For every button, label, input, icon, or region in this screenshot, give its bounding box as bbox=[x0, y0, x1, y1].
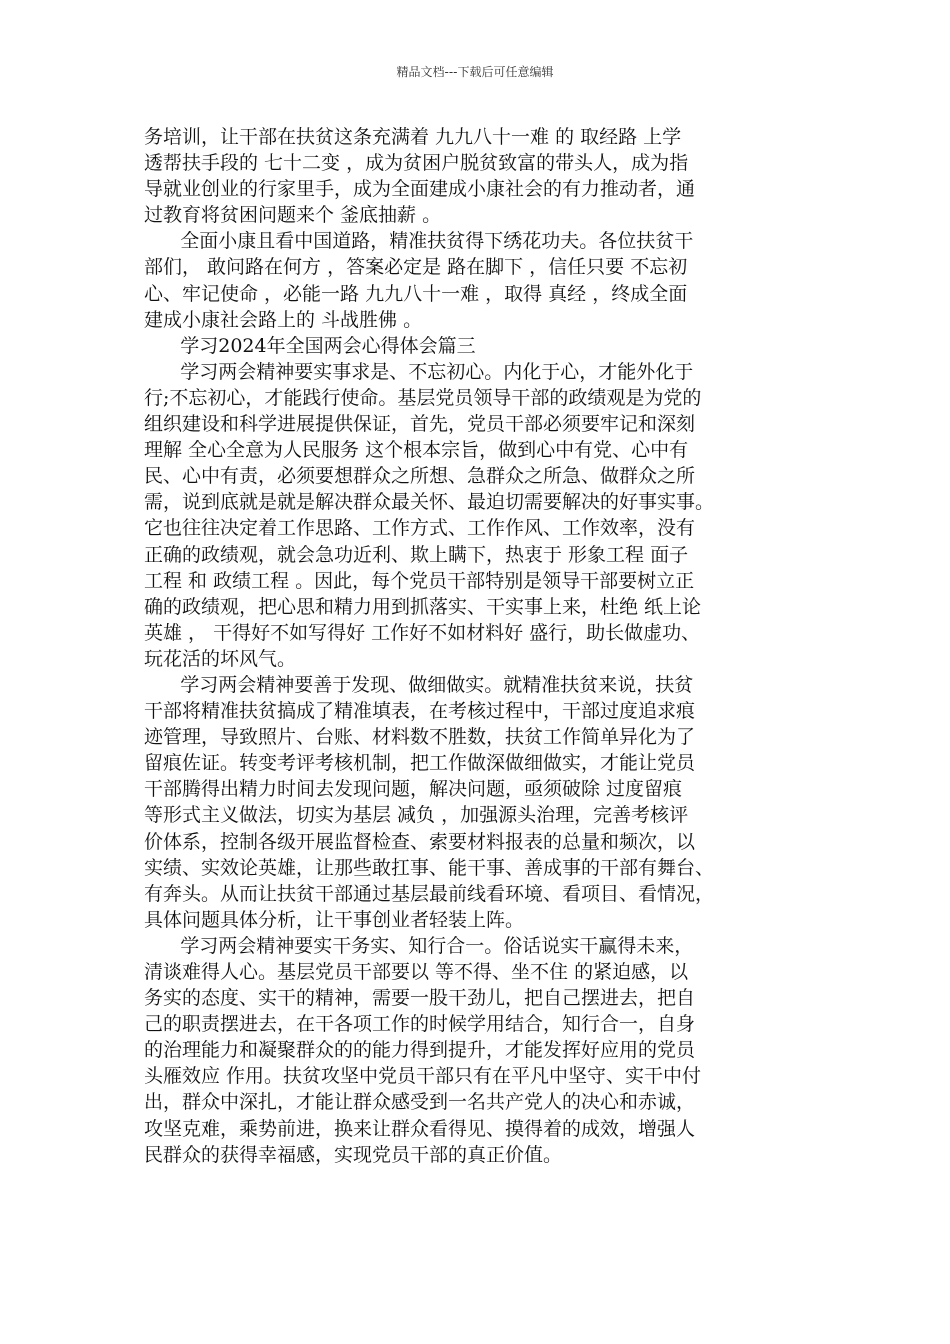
text-line: 清谈难得人心。基层党员干部要以 等不得、坐不住 的紧迫感，以 bbox=[144, 961, 689, 983]
text-line: 玩花活的坏风气。 bbox=[144, 647, 297, 670]
text-line: 心、牢记使命 ，必能一路 九九八十一难 ，取得 真经 ，终成全面 bbox=[144, 282, 688, 305]
text-line: 透帮扶手段的 七十二变 ，成为贫困户脱贫致富的带头人，成为指 bbox=[144, 152, 689, 175]
text-line: 建成小康社会路上的 斗战胜佛 。 bbox=[144, 308, 423, 331]
text-line: 价体系，控制各级开展监督检查、索要材料报表的总量和频次，以 bbox=[144, 830, 696, 853]
text-line: 英雄 ， 干得好不如写得好 工作好不如材料好 盛行，助长做虚功、 bbox=[144, 621, 701, 644]
text-line: 干部将精准扶贫搞成了精准填表，在考核过程中，干部过度追求痕 bbox=[144, 700, 696, 723]
text-line: 民、心中有责，必须要想群众之所想、急群众之所急、做群众之所 bbox=[144, 465, 696, 488]
text-line: 学习两会精神要实干务实、知行合一。俗话说实干赢得未来， bbox=[144, 934, 694, 957]
text-line: 有奔头。从而让扶贫干部通过基层最前线看环境、看项目、看情况， bbox=[144, 882, 715, 905]
text-line: 部们， 敢问路在何方 ，答案必定是 路在脚下 ，信任只要 不忘初 bbox=[144, 256, 688, 279]
text-line: 需，说到底就是就是解决群众最关怀、最迫切需要解决的好事实事。 bbox=[144, 491, 715, 514]
text-line: 组织建设和科学进展提供保证，首先，党员干部必须要牢记和深刻 bbox=[144, 413, 696, 436]
text-line: 正确的政绩观，就会急功近利、欺上瞒下，热衷于 形象工程 面子 bbox=[144, 543, 689, 566]
text-line: 的治理能力和凝聚群众的的能力得到提升，才能发挥好应用的党员 bbox=[144, 1039, 696, 1062]
text-line: 干部腾得出精力时间去发现问题，解决问题，亟须破除 过度留痕 bbox=[144, 778, 683, 801]
text-line: 具体问题具体分析，让干事创业者轻装上阵。 bbox=[144, 908, 525, 931]
text-line: 等形式主义做法，切实为基层 减负 ，加强源头治理，完善考核评 bbox=[144, 804, 689, 827]
text-line: 务实的态度、实干的精神，需要一股干劲儿，把自己摆进去，把自 bbox=[144, 987, 696, 1010]
text-line: 攻坚克难，乘势前进，换来让群众看得见、摸得着的成效，增强人 bbox=[144, 1117, 696, 1140]
text-line: 实绩、实效论英雄，让那些敢扛事、能干事、善成事的干部有舞台、 bbox=[144, 856, 715, 879]
document-body bbox=[144, 124, 819, 1168]
text-line: 理解 全心全意为人民服务 这个根本宗旨，做到心中有党、心中有 bbox=[144, 439, 689, 462]
text-line: 它也往往决定着工作思路、工作方式、工作作风、工作效率，没有 bbox=[144, 517, 696, 540]
text-line: 出，群众中深扎，才能让群众感受到一名共产党人的决心和赤诚， bbox=[144, 1091, 696, 1114]
text-line: 学习两会精神要实事求是、不忘初心。内化于心，才能外化于 bbox=[144, 360, 694, 383]
text-line: 务培训，让干部在扶贫这条充满着 九九八十一难 的 取经路 上学 bbox=[144, 126, 682, 148]
text-line: 迹管理，导致照片、台账、材料数不胜数，扶贫工作简单异化为了 bbox=[144, 726, 696, 749]
text-line: 工程 和 政绩工程 。因此，每个党员干部特别是领导干部要树立正 bbox=[144, 569, 695, 592]
text-line: 头雁效应 作用。扶贫攻坚中党员干部只有在平凡中坚守、实干中付 bbox=[144, 1065, 702, 1088]
text-line: 过教育将贫困问题来个 釜底抽薪 。 bbox=[144, 204, 442, 227]
page-header: 精品文档---下载后可任意编辑 bbox=[396, 65, 554, 79]
text-line: 学习两会精神要善于发现、做细做实。就精准扶贫来说，扶贫 bbox=[144, 673, 694, 696]
text-line: 确的政绩观，把心思和精力用到抓落实、干实事上来，杜绝 纸上论 bbox=[144, 595, 702, 618]
text-line: 学习2024年全国两会心得体会篇三 bbox=[144, 334, 476, 357]
text-line: 行;不忘初心，才能践行使命。基层党员领导干部的政绩观是为党的 bbox=[144, 386, 702, 409]
text-line: 留痕佐证。转变考评考核机制，把工作做深做细做实，才能让党员 bbox=[144, 752, 696, 775]
text-line: 导就业创业的行家里手，成为全面建成小康社会的有力推动者，通 bbox=[144, 178, 696, 201]
text-line: 全面小康且看中国道路，精准扶贫得下绣花功夫。各位扶贫干 bbox=[144, 230, 694, 253]
text-line: 己的职责摆进去，在干各项工作的时候学用结合，知行合一，自身 bbox=[144, 1013, 696, 1036]
text-line: 民群众的获得幸福感，实现党员干部的真正价值。 bbox=[144, 1143, 563, 1166]
